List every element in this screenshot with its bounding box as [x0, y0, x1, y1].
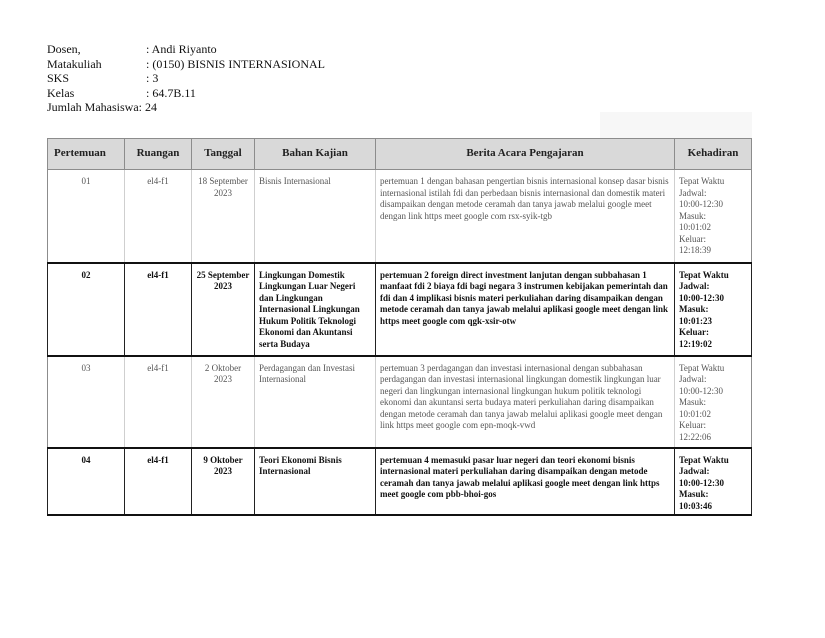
- pertemuan-cell: 02: [48, 263, 125, 356]
- keluar-value: 12:18:39: [679, 245, 712, 255]
- dosen-value: : Andi Riyanto: [146, 42, 217, 56]
- col-header-pertemuan: Pertemuan: [48, 139, 125, 170]
- pertemuan-cell: 01: [48, 170, 125, 263]
- pertemuan-cell: 04: [48, 448, 125, 516]
- jadwal-value: 10:00-12:30: [679, 199, 723, 209]
- jadwal-label: Jadwal:: [679, 374, 707, 384]
- berita-acara-cell: pertemuan 3 perdagangan dan investasi internasional dengan subbahasan perdagangan dan investasi internasional lingkungan domestik lingkungan luar negeri dan lingkungan internasional lingkungan hukum politik teknologi ekonomi dan akuntansi serta budaya materi perkuliahan daring disampaikan dengan metode ceramah dan tanya jawab melalui aplikasi google meet dengan link https meet google com epn-moqk-vwd: [376, 356, 675, 448]
- ruangan-cell: el4-f1: [125, 448, 192, 516]
- kelas-label: Kelas: [47, 85, 75, 100]
- table-row: [48, 263, 752, 356]
- matakuliah-row: [47, 57, 325, 72]
- col-header-berita-acara: Berita Acara Pengajaran: [376, 139, 675, 170]
- bahan-kajian-cell: Lingkungan Domestik Lingkungan Luar Negeri dan Lingkungan Internasional Lingkungan Hukum Politik Teknologi Ekonomi dan Akuntansi serta Budaya: [255, 263, 376, 356]
- course-info-header: [47, 42, 325, 115]
- kehadiran-cell: [675, 263, 752, 356]
- bahan-kajian-cell: Teori Ekonomi Bisnis Internasional: [255, 448, 376, 516]
- tanggal-cell: 25 September 2023: [192, 263, 255, 356]
- jadwal-value: 10:00-12:30: [679, 385, 723, 396]
- keluar-label: Keluar:: [679, 327, 709, 337]
- jadwal-label: Jadwal:: [679, 281, 710, 291]
- masuk-value: 10:01:23: [679, 315, 712, 326]
- keluar-label: Keluar:: [679, 420, 706, 430]
- jumlah-value: : 24: [138, 100, 157, 114]
- table-row: [48, 356, 752, 448]
- sks-value: : 3: [146, 71, 159, 85]
- col-header-ruangan: Ruangan: [125, 139, 192, 170]
- bahan-kajian-cell: Perdagangan dan Investasi Internasional: [255, 356, 376, 448]
- berita-acara-cell: pertemuan 1 dengan bahasan pengertian bisnis internasional konsep dasar bisnis internasional istilah fdi dan perbedaan bisnis internasional dan domestik materi disampaikan dengan metode ceramah dan tanya jawab melalui google meet dengan link https meet google com rsx-syik-tgb: [376, 170, 675, 263]
- sks-label: SKS: [47, 71, 70, 85]
- masuk-label: Masuk:: [679, 304, 709, 314]
- kehadiran-status: Tepat Waktu: [679, 269, 729, 280]
- matakuliah-label: Matakuliah: [47, 56, 102, 71]
- jadwal-label: Jadwal:: [679, 187, 707, 198]
- col-header-bahan-kajian: Bahan Kajian: [255, 139, 376, 170]
- masuk-value: 10:03:46: [679, 500, 712, 511]
- jadwal-value: 10:00-12:30: [679, 292, 724, 303]
- masuk-label: Masuk:: [679, 210, 706, 221]
- bahan-kajian-cell: Bisnis Internasional: [255, 170, 376, 263]
- jadwal-label: Jadwal:: [679, 466, 710, 476]
- kehadiran-cell: [675, 448, 752, 516]
- col-header-tanggal: Tanggal: [192, 139, 255, 170]
- masuk-label: Masuk:: [679, 489, 709, 499]
- table-row: [48, 448, 752, 516]
- ruangan-cell: el4-f1: [125, 356, 192, 448]
- kehadiran-cell: [675, 356, 752, 448]
- jumlah-row: [47, 100, 325, 115]
- table-header-row: [48, 139, 752, 170]
- attendance-table: [47, 138, 752, 516]
- col-header-kehadiran: Kehadiran: [675, 139, 752, 170]
- tanggal-cell: 18 September 2023: [192, 170, 255, 263]
- keluar-value: 12:22:06: [679, 431, 712, 442]
- kehadiran-status: Tepat Waktu: [679, 176, 725, 186]
- berita-acara-cell: pertemuan 2 foreign direct investment lanjutan dengan subbahasan 1 manfaat fdi 2 biaya fdi bagi negara 3 instrumen kebijakan pemerintah dan fdi dan 4 implikasi bisnis materi perkuliahan daring disampaikan dengan metode ceramah dan tanya jawab melalui aplikasi google meet dengan link https meet google com qgk-xsir-otw: [376, 263, 675, 356]
- ruangan-cell: el4-f1: [125, 170, 192, 263]
- keluar-label: Keluar:: [679, 233, 706, 244]
- sks-row: [47, 71, 325, 86]
- masuk-value: 10:01:02: [679, 222, 712, 232]
- masuk-label: Masuk:: [679, 397, 706, 407]
- dosen-row: [47, 42, 325, 57]
- matakuliah-value: : (0150) BISNIS INTERNASIONAL: [146, 56, 325, 71]
- tanggal-cell: 9 Oktober 2023: [192, 448, 255, 516]
- kehadiran-status: Tepat Waktu: [679, 454, 729, 465]
- kelas-value: : 64.7B.11: [146, 85, 196, 100]
- jadwal-value: 10:00-12:30: [679, 477, 724, 488]
- ruangan-cell: el4-f1: [125, 263, 192, 356]
- table-row: [48, 170, 752, 263]
- kehadiran-cell: [675, 170, 752, 263]
- pertemuan-cell: 03: [48, 356, 125, 448]
- tanggal-cell: 2 Oktober 2023: [192, 356, 255, 448]
- jumlah-label: Jumlah Mahasiswa: [47, 100, 139, 114]
- berita-acara-cell: pertemuan 4 memasuki pasar luar negeri dan teori ekonomi bisnis internasional materi perkuliahan daring disampaikan dengan metode ceramah dan tanya jawab melalui aplikasi google meet dengan link https meet google com pbb-bhoi-gos: [376, 448, 675, 516]
- kelas-row: [47, 86, 325, 101]
- header-shade: [600, 112, 752, 138]
- kehadiran-status: Tepat Waktu: [679, 362, 725, 373]
- masuk-value: 10:01:02: [679, 408, 712, 419]
- dosen-label: Dosen,: [47, 42, 81, 56]
- keluar-value: 12:19:02: [679, 338, 712, 349]
